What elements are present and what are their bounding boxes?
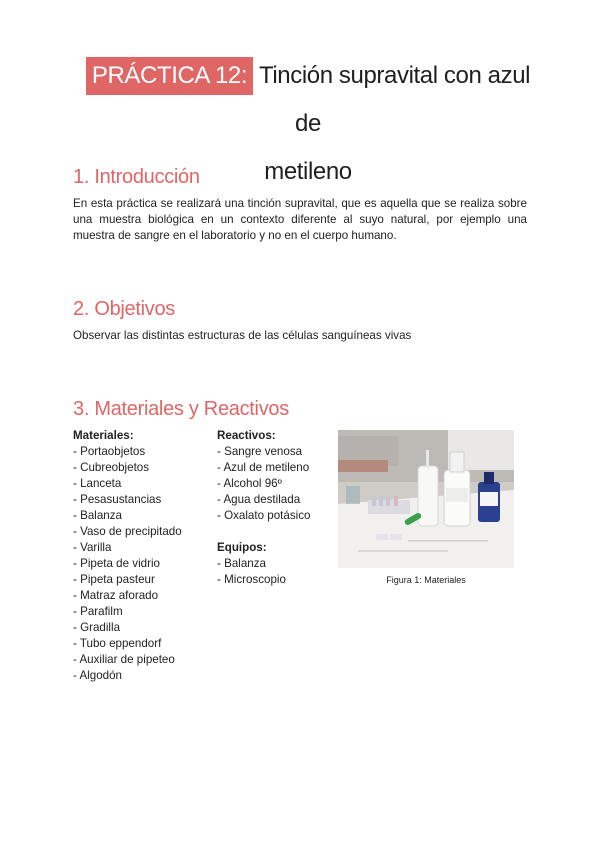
heading-materiales-reactivos: 3. Materiales y Reactivos [73, 398, 289, 420]
materials-photo [338, 430, 514, 568]
list-item: - Tubo eppendorf [73, 637, 162, 650]
list-item: - Alcohol 96º [217, 477, 282, 490]
intro-paragraph: En esta práctica se realizará una tinción supravital, que es aquella que se realiza sobre una muestra biológica en un contexto diferente al suyo natural, por ejemplo una muestra de sangre en el laboratorio y no en el cuerpo humano. [73, 197, 527, 242]
list-item: - Microscopio [217, 573, 286, 586]
list-item: - Pipeta de vidrio [73, 557, 160, 570]
figure-caption: Figura 1: Materiales [386, 575, 466, 585]
reactivos-label: Reactivos: [217, 429, 276, 442]
materiales-list [73, 444, 182, 684]
list-item: - Balanza [217, 557, 266, 570]
list-item: - Oxalato potásico [217, 509, 311, 522]
title-tag: PRÁCTICA 12: [86, 57, 253, 95]
list-item: - Matraz aforado [73, 589, 159, 602]
list-item: - Sangre venosa [217, 445, 303, 458]
materiales-label: Materiales: [73, 429, 134, 442]
list-item: - Lanceta [73, 477, 122, 490]
list-item: - Algodón [73, 669, 122, 682]
materials-photo-illustration [338, 430, 514, 568]
materiales-column [73, 428, 182, 684]
objetivos-paragraph: Observar las distintas estructuras de las células sanguíneas vivas [73, 329, 412, 342]
list-item: - Vaso de precipitado [73, 525, 182, 538]
list-item: - Agua destilada [217, 493, 301, 506]
list-item: - Parafilm [73, 605, 123, 618]
heading-objetivos: 2. Objetivos [73, 298, 176, 320]
equipos-list [217, 556, 310, 588]
heading-introduccion: 1. Introducción [73, 166, 200, 188]
list-item: - Cubreobjetos [73, 461, 150, 474]
list-item: - Pipeta pasteur [73, 573, 155, 586]
list-item: - Auxiliar de pipeteo [73, 653, 175, 666]
list-item: - Pesasustancias [73, 493, 162, 506]
title-text-line2: metileno [264, 158, 352, 185]
list-item: - Portaobjetos [73, 445, 146, 458]
equipos-label: Equipos: [217, 541, 267, 554]
list-item: - Balanza [73, 509, 122, 522]
title-text-line1: Tinción supravital con azul de [258, 62, 531, 137]
reactivos-list [217, 444, 310, 524]
list-item: - Azul de metileno [217, 461, 310, 474]
list-item: - Varilla [73, 541, 112, 554]
list-item: - Gradilla [73, 621, 121, 634]
reactivos-column [217, 428, 310, 588]
